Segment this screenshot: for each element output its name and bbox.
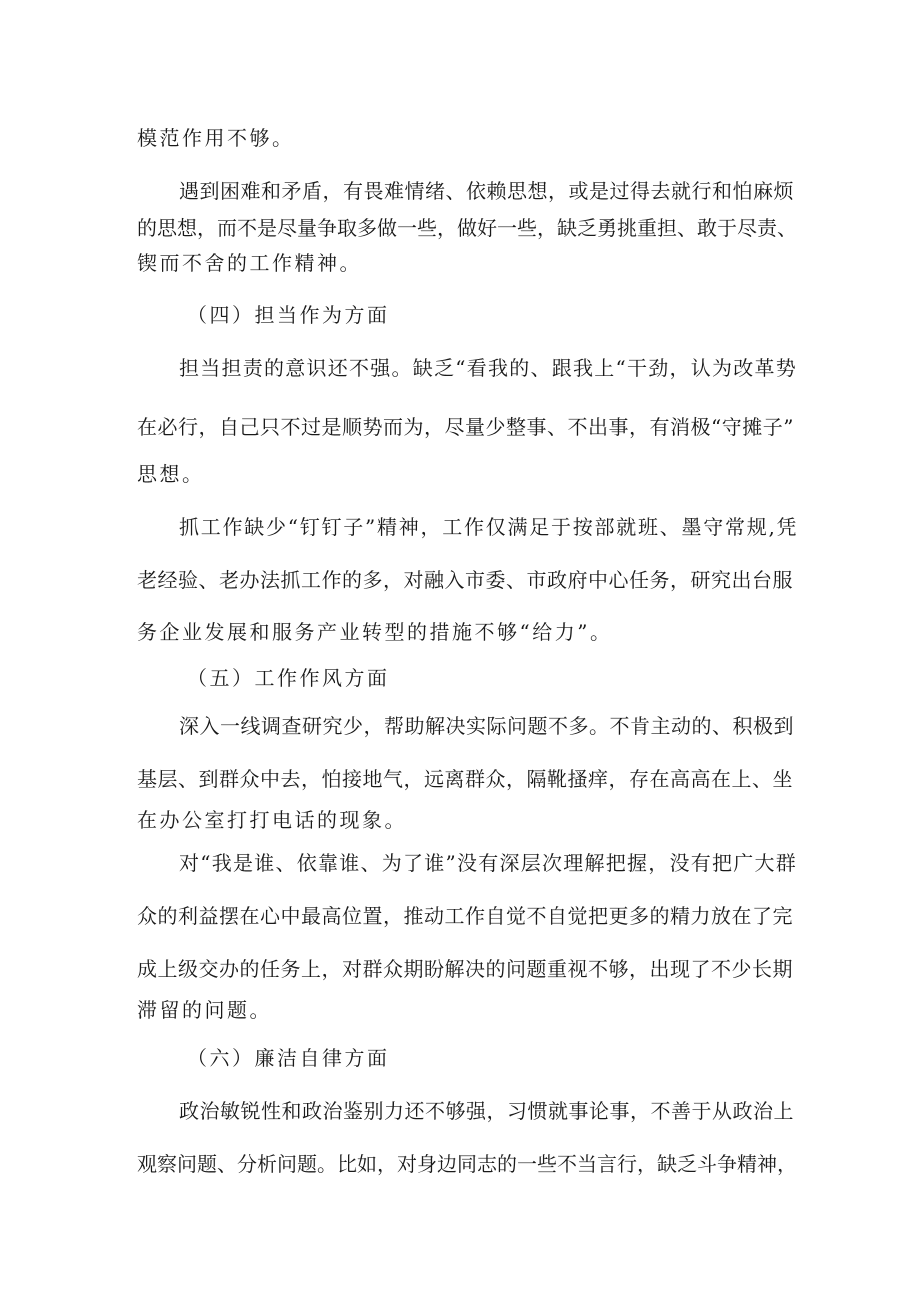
paragraph-line: 深入一线调查研究少，帮助解决实际问题不多。不肯主动的、积极到 xyxy=(179,714,794,738)
paragraph-line: 滞留的问题。 xyxy=(137,998,272,1022)
paragraph-line: 思想。 xyxy=(137,462,205,486)
paragraph-line: 遇到困难和矛盾，有畏难情绪、依赖思想，或是过得去就行和怕麻烦 xyxy=(179,179,794,203)
paragraph-line: 政治敏锐性和政治鉴别力还不够强，习惯就事论事，不善于从政治上 xyxy=(179,1099,794,1123)
paragraph-line: 对“我是谁、依靠谁、为了谁”没有深层次理解把握，没有把广大群 xyxy=(179,851,797,875)
section-heading: （六）廉洁自律方面 xyxy=(187,1046,390,1070)
paragraph-line: 在必行，自己只不过是顺势而为，尽量少整事、不出事，有消极“守摊子” xyxy=(137,415,794,439)
paragraph-line: 抓工作缺少“钉钉子”精神，工作仅满足于按部就班、墨守常规,凭 xyxy=(179,515,799,539)
section-heading: （五）工作作风方面 xyxy=(187,666,390,690)
paragraph-line: 锲而不舍的工作精神。 xyxy=(137,251,362,275)
paragraph-line: 担当担责的意识还不强。缺乏“看我的、跟我上“干劲，认为改革势 xyxy=(179,356,797,380)
paragraph-line: 观察问题、分析问题。比如，对身边同志的一些不当言行，缺乏斗争精神， xyxy=(137,1152,797,1176)
paragraph-line: 成上级交办的任务上，对群众期盼解决的问题重视不够，出现了不少长期 xyxy=(137,957,793,981)
paragraph-line: 老经验、老办法抓工作的多，对融入市委、市政府中心任务，研究出台服 xyxy=(137,568,793,592)
paragraph-line: 基层、到群众中去，怕接地气，远离群众，隔靴搔痒，存在高高在上、坐 xyxy=(137,767,793,791)
section-heading: （四）担当作为方面 xyxy=(187,303,390,327)
paragraph-line: 务企业发展和服务产业转型的措施不够“给力”。 xyxy=(137,620,613,644)
paragraph-line: 的思想，而不是尽量争取多做一些，做好一些，缺乏勇挑重担、敢于尽责、 xyxy=(137,216,797,240)
paragraph-line: 众的利益摆在心中最高位置，推动工作自觉不自觉把更多的精力放在了完 xyxy=(137,904,793,928)
paragraph-line: 在办公室打打电话的现象。 xyxy=(137,808,407,832)
paragraph-line: 模范作用不够。 xyxy=(137,126,295,150)
